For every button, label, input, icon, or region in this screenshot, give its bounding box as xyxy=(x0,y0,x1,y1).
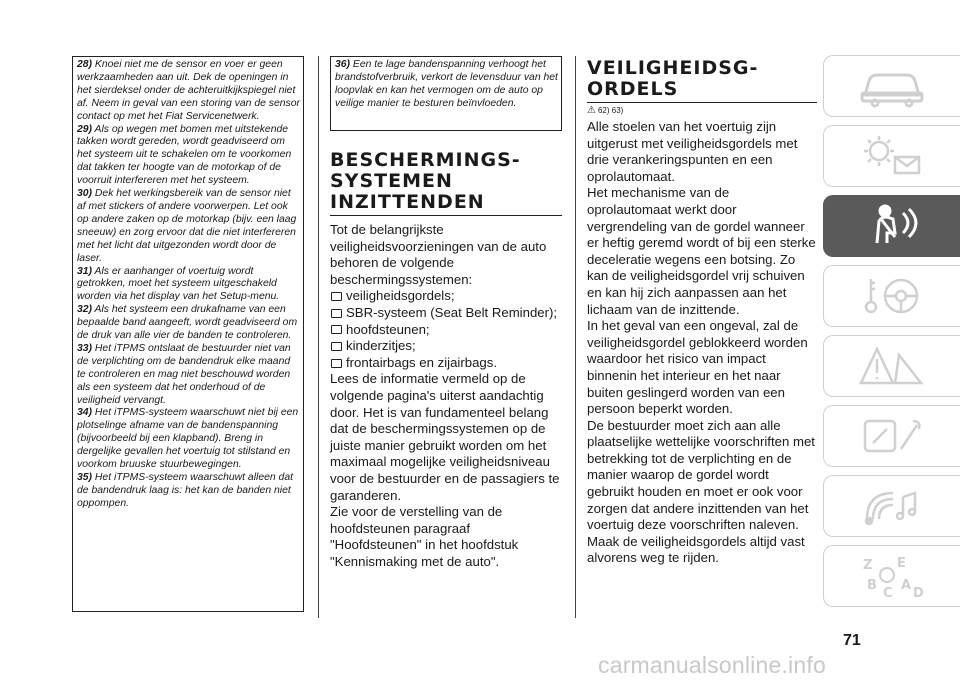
tab-start[interactable] xyxy=(823,265,960,327)
page-number: 71 xyxy=(843,632,861,649)
car-icon xyxy=(857,63,927,109)
svg-text:B: B xyxy=(867,578,877,593)
warnings-list xyxy=(77,59,300,511)
list-item: frontairbags en zijairbags. xyxy=(330,355,562,372)
watermark: carmanualsonline.info xyxy=(598,652,826,678)
bullet-list xyxy=(330,288,562,371)
warning-item: 35) Het iTPMS-systeem waarschuwt alleen dat de bandendruk laag is: het kan de banden niet oppompen. xyxy=(77,472,293,509)
bullet-box-icon xyxy=(331,292,342,301)
list-item: kinderzitjes; xyxy=(330,338,562,355)
intro-text: Tot de belangrijkste veiligheidsvoorzieningen van de auto behoren de volgende beschermingssystemen: xyxy=(330,222,547,287)
paragraph: Lees de informatie vermeld op de volgende pagina's uiterst aandachtig door. Het is van fundamenteel belang dat de beschermingssystemen op de juiste manier gebruikt worden om het maximaal mogelijke veiligheidsniveau voor de bestuurder en de passagiers te garanderen. xyxy=(330,371,560,503)
paragraph: In het geval van een ongeval, zal de veiligheidsgordel geblokkeerd worden waardoor het risico van impact binnenin het interieur en het naar buiten geslingerd worden van een persoon beperkt worden. xyxy=(587,318,808,417)
svg-text:A: A xyxy=(901,578,912,593)
warning-box-mid xyxy=(330,56,562,131)
bullet-box-icon xyxy=(331,325,342,334)
tab-index[interactable] xyxy=(823,545,960,607)
warning-item: 36) Een te lage bandenspanning verhoogt het brandstofverbruik, verkort de levensduur van het loopvlak en kan het vermogen om de auto op veilige manier te besturen beïnvloeden. xyxy=(335,59,558,109)
paragraph: Maak de veiligheidsgordels altijd vast alvorens weg te rijden. xyxy=(587,533,805,566)
warning-refs: ⚠ 62) 63) xyxy=(587,105,624,116)
svg-text:D: D xyxy=(913,586,924,599)
warning-item: 31) Als er aanhanger of voertuig wordt getrokken, moet het systeem uitgeschakeld worden via het display van het Setup-menu. xyxy=(77,265,280,303)
title-rule xyxy=(330,215,562,216)
column-divider xyxy=(318,56,319,618)
bullet-box-icon xyxy=(331,359,342,368)
chapter-tabs xyxy=(823,55,960,620)
key-steering-icon xyxy=(857,273,927,319)
tab-emergency[interactable] xyxy=(823,335,960,397)
column-divider xyxy=(575,56,576,618)
paragraph: Zie voor de verstelling van de hoofdsteunen paragraaf "Hoofdsteunen" in het hoofdstuk "Kennismaking met de auto". xyxy=(330,504,519,569)
paragraph: Alle stoelen van het voertuig zijn uitgerust met veiligheidsgordels met drie verankeringspunten en een oprolautomaat. xyxy=(587,119,798,184)
multimedia-icon xyxy=(857,483,927,529)
service-wrench-icon xyxy=(857,413,927,459)
seatbelt-airbag-icon xyxy=(857,203,927,249)
hazard-triangle-icon xyxy=(857,343,927,389)
section-title: VEILIGHEIDSG- ORDELS xyxy=(587,57,759,100)
protection-section xyxy=(330,150,562,570)
title-rule xyxy=(587,102,817,103)
belts-section xyxy=(587,58,817,567)
warning-item: 33) Het iTPMS ontslaat de bestuurder niet van de verplichting om de bandendruk elke maand te controleren en mag niet beschouwd worden als een systeem dat het onderhoud of de veiligheid vervangt. xyxy=(77,342,291,406)
tab-car[interactable] xyxy=(823,55,960,117)
warning-item: 32) Als het systeem een drukafname van een bepaalde band aangeeft, wordt geadviseerd om de druk van alle vier de banden te controleren. xyxy=(77,304,298,342)
bullet-box-icon xyxy=(331,342,342,351)
tab-safety[interactable] xyxy=(823,195,960,257)
bullet-box-icon xyxy=(331,309,342,318)
warning-item: 34) Het iTPMS-systeem waarschuwt niet bij een plotselinge afname van de bandenspanning (bijvoorbeeld bij een klapband). Breng in dergelijke gevallen het voertuig tot stilstand en voorkom bruuske stuurbewegingen. xyxy=(77,407,299,471)
svg-text:Z: Z xyxy=(863,558,873,573)
warnings-box-left xyxy=(72,56,304,612)
paragraph: De bestuurder moet zich aan alle plaatselijke wettelijke voorschriften met betrekking tot de verplichting en de manier waarop de gordel wordt gebruikt houden en moet er ook voor zorgen dat andere inzittenden van het voertuig deze voorschriften naleven. xyxy=(587,417,815,533)
list-item: veiligheidsgordels; xyxy=(330,288,562,305)
warning-triangle-icon: ⚠ xyxy=(587,105,596,116)
svg-text:E: E xyxy=(897,556,906,571)
warning-item: 30) Dek het werkingsbereik van de sensor niet af met stickers of andere voorwerpen. Let ook op andere zaken op de motorkap (bijv. een laag sneeuw) en zorg ervoor dat die niet interfereren met het licht dat uitgezonden wordt door de laser. xyxy=(77,188,297,264)
section-body xyxy=(330,222,562,570)
list-item: SBR-systeem (Seat Belt Reminder); xyxy=(330,305,562,322)
tab-lights[interactable] xyxy=(823,125,960,187)
tab-maintenance[interactable] xyxy=(823,405,960,467)
svg-text:C: C xyxy=(883,586,893,599)
warning-item: 28) Knoei niet me de sensor en voer er geen werkzaamheden aan uit. Dek de openingen in het sierdeksel onder de achteruitkijkspiegel niet af. Neem in geval van een storing van de sensor contact op met het Fiat Servicenetwerk. xyxy=(77,59,300,122)
list-item: hoofdsteunen; xyxy=(330,322,562,339)
paragraph: Het mechanisme van de oprolautomaat werkt door vergrendeling van de gordel wanneer er heftig geremd wordt of bij een sterke deceleratie wegens een botsing. Zo kan de veiligheidsgordel vrij schuiven en kan hij zich aanpassen aan het lichaam van de inzittende. xyxy=(587,185,816,317)
section-body xyxy=(587,119,817,567)
section-title: BESCHERMINGS- SYSTEMEN INZITTENDEN xyxy=(330,149,521,213)
index-letters-icon xyxy=(857,553,927,599)
lights-warning-icon xyxy=(857,133,927,179)
tab-multimedia[interactable] xyxy=(823,475,960,537)
warning-item: 29) Als op wegen met bomen met uitstekende takken wordt gereden, wordt geadviseerd om het systeem uit te schakelen om te voorkomen dat takken ter hoogte van de motorkap of de voorruit interfereren met het systeem. xyxy=(77,123,292,187)
